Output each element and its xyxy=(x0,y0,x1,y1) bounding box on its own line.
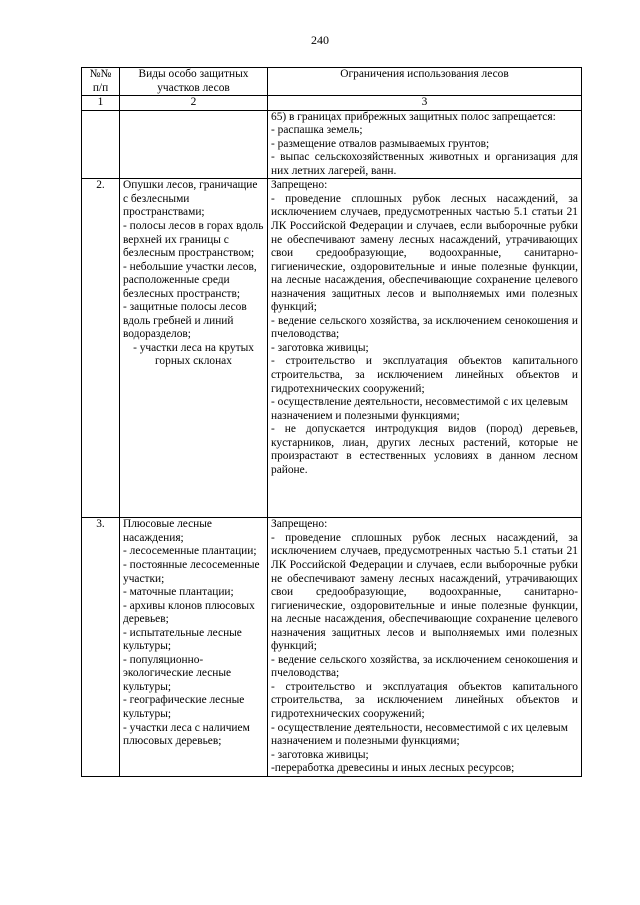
row-number: 2. xyxy=(82,179,120,518)
restriction-line: Запрещено: xyxy=(271,518,328,531)
header-num: №№ п/п xyxy=(82,68,120,96)
column-index: 3 xyxy=(268,96,582,111)
area-type-line: - архивы клонов плюсовых деревьев; xyxy=(123,599,255,626)
restriction-line: Запрещено: xyxy=(271,179,328,192)
restrictions-cell xyxy=(268,110,582,179)
restriction-line: - проведение сплошных рубок лесных насаждений, за исключением случаев, предусмотренных частью 5.1 статьи 21 ЛК Российской Федерации и случаев, если выборочные рубки не обеспечивают замену лесных насаждений, утрачивающих свои средообразующие, водоохранные, санитарно-гигиенические, оздоровительные и иные полезные функции, на лесные насаждения, обеспечивающие сохранение целевого назначения защитных лесов и выполняемых ими полезных функций; xyxy=(271,531,578,653)
row-number: 3. xyxy=(82,518,120,776)
protected-area-type xyxy=(120,179,268,518)
restriction-line: - осуществление деятельности, несовместимой с их целевым назначением и полезными функциями; xyxy=(271,396,568,422)
restriction-line: - заготовка живицы; xyxy=(271,748,369,761)
area-type-line: - защитные полосы лесов вдоль гребней и линий водоразделов; xyxy=(123,301,247,341)
area-type-line: Плюсовые лесные насаждения; xyxy=(123,518,212,544)
area-type-line: - полосы лесов в горах вдоль верхней их границы с безлесным пространством; xyxy=(123,220,264,260)
restriction-line: - осуществление деятельности, несовместимой с их целевым назначением и полезными функциями; xyxy=(271,721,568,748)
column-index: 2 xyxy=(120,96,268,111)
table-row xyxy=(82,110,582,179)
restrictions-cell xyxy=(268,179,582,518)
restriction-line: - выпас сельскохозяйственных животных и организация для них летних лагерей, ванн. xyxy=(271,151,578,177)
column-index: 1 xyxy=(82,96,120,111)
restriction-line: -переработка древесины и иных лесных ресурсов; xyxy=(271,762,515,775)
table-row xyxy=(82,518,582,776)
column-index-row xyxy=(82,96,582,111)
restriction-line: - ведение сельского хозяйства, за исключением сенокошения и пчеловодства; xyxy=(271,314,578,341)
area-type-line: - участки леса с наличием плюсовых деревьев; xyxy=(123,721,250,748)
forest-restrictions-table xyxy=(81,67,582,777)
restriction-line: - проведение сплошных рубок лесных насаждений, за исключением случаев, предусмотренных частью 5.1 статьи 21 ЛК Российской Федерации и случаев, если выборочные рубки не обеспечивают замену лесных насаждений, утрачивающих свои средообразующие, водоохранные, санитарно-гигиенические, оздоровительные и иные полезные функции, на лесные насаждения, обеспечивающие сохранение целевого назначения защитных лесов и выполняемых ими полезных функций; xyxy=(271,192,578,314)
table-row xyxy=(82,179,582,518)
area-type-line: - небольшие участки лесов, расположенные среди безлесных пространств; xyxy=(123,260,257,300)
row-number xyxy=(82,110,120,179)
area-type-line: - участки леса на крутых горных склонах xyxy=(133,341,254,368)
restriction-line: - строительство и эксплуатация объектов капитального строительства, за исключением линейных объектов и гидротехнических сооружений; xyxy=(271,355,578,395)
restriction-line: - распашка земель; xyxy=(271,124,363,137)
restrictions-cell xyxy=(268,518,582,776)
header-type: Виды особо защитных участков лесов xyxy=(120,68,268,96)
area-type-line: - испытательные лесные культуры; xyxy=(123,626,242,653)
area-type-line: - географические лесные культуры; xyxy=(123,694,245,721)
header-restrictions: Ограничения использования лесов xyxy=(268,68,582,96)
area-type-line: - лесосеменные плантации; xyxy=(123,545,257,558)
protected-area-type xyxy=(120,518,268,776)
restriction-line: - не допускается интродукция видов (пород) деревьев, кустарников, лиан, других лесных растений, которые не произрастают в естественных условиях в данном лесном районе. xyxy=(271,423,578,476)
protected-area-type xyxy=(120,110,268,179)
area-type-line: Опушки лесов, граничащие с безлесными пространствами; xyxy=(123,179,258,219)
restriction-line: - строительство и эксплуатация объектов капитального строительства, за исключением линейных объектов и гидротехнических сооружений; xyxy=(271,680,578,721)
table-header-row xyxy=(82,68,582,96)
area-type-line: - маточные плантации; xyxy=(123,586,234,599)
restriction-line: - размещение отвалов размываемых грунтов; xyxy=(271,137,490,150)
page-number: 240 xyxy=(311,33,329,47)
restriction-line: - ведение сельского хозяйства, за исключением сенокошения и пчеловодства; xyxy=(271,653,578,680)
area-type-line: - популяционно-экологические лесные культуры; xyxy=(123,653,232,693)
area-type-line: - постоянные лесосеменные участки; xyxy=(123,559,260,585)
restriction-line: - заготовка живицы; xyxy=(271,341,369,354)
restriction-line: 65) в границах прибрежных защитных полос запрещается: xyxy=(271,110,556,123)
